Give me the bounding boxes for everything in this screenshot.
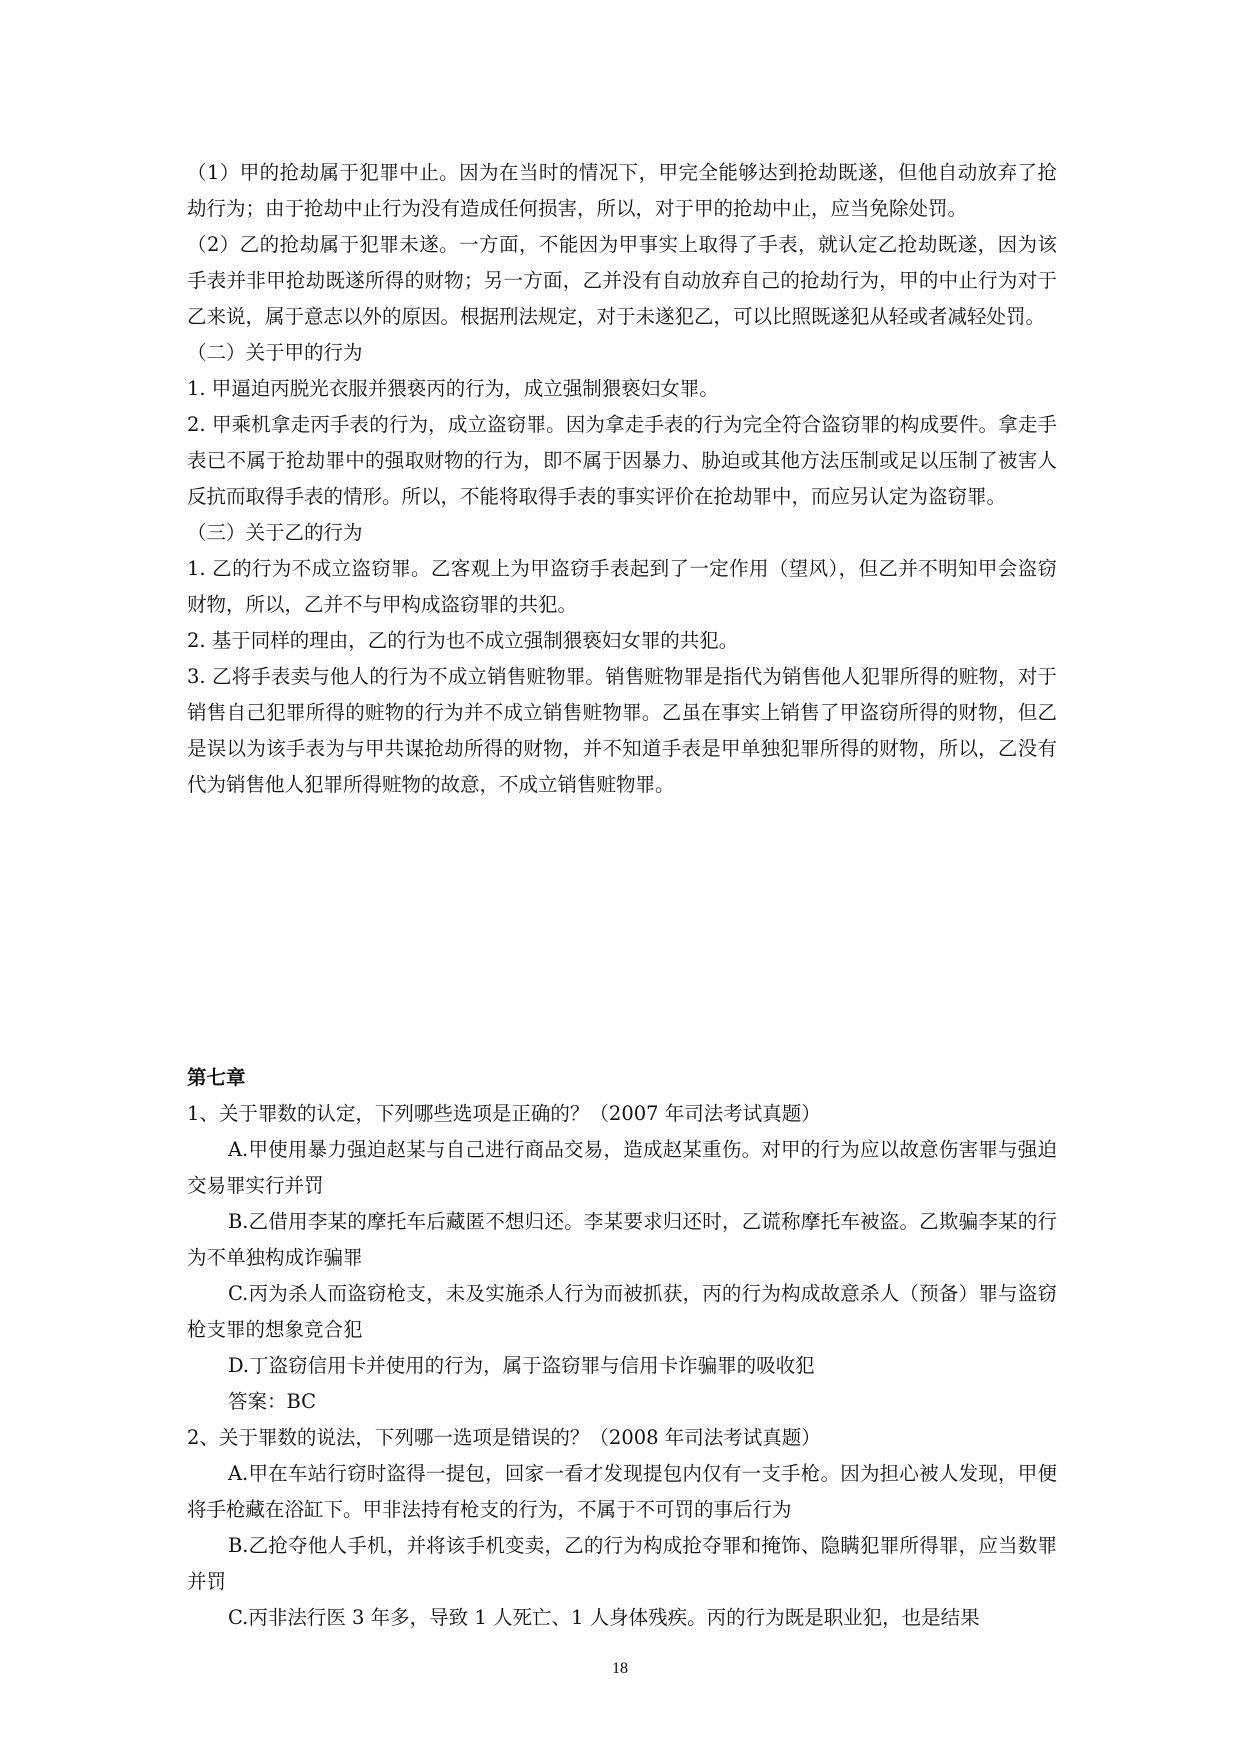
- paragraph: 2. 甲乘机拿走丙手表的行为，成立盗窃罪。因为拿走手表的行为完全符合盗窃罪的构成要件。拿走手表已不属于抢劫罪中的强取财物的行为，即不属于因暴力、胁迫或其他方法压制或足以压制了被害人反抗而取得手表的情形。所以，不能将取得手表的事实评价在抢劫罪中，而应另认定为盗窃罪。: [187, 413, 1057, 508]
- question-option: B.乙抢夺他人手机，并将该手机变卖，乙的行为构成抢夺罪和掩饰、隐瞒犯罪所得罪，应当数罪并罚: [187, 1534, 1057, 1593]
- page-number: 18: [612, 1660, 628, 1677]
- question-option: C.丙为杀人而盗窃枪支，未及实施杀人行为而被抓获，丙的行为构成故意杀人（预备）罪与盗窃枪支罪的想象竞合犯: [187, 1282, 1057, 1341]
- question-option: A.甲使用暴力强迫赵某与自己进行商品交易，造成赵某重伤。对甲的行为应以故意伤害罪与强迫交易罪实行并罚: [187, 1138, 1057, 1197]
- question-option: C.丙非法行医 3 年多，导致 1 人死亡、1 人身体残疾。丙的行为既是职业犯，也是结果: [227, 1606, 980, 1629]
- subheading: （二）关于甲的行为: [187, 341, 363, 364]
- answer-analysis-section: [187, 155, 1057, 803]
- question-option: A.甲在车站行窃时盗得一提包，回家一看才发现提包内仅有一支手枪。因为担心被人发现，甲便将手枪藏在浴缸下。甲非法持有枪支的行为，不属于不可罚的事后行为: [187, 1462, 1057, 1521]
- chapter-title: 第七章: [187, 1066, 246, 1089]
- question-option: D.丁盗窃信用卡并使用的行为，属于盗窃罪与信用卡诈骗罪的吸收犯: [227, 1354, 815, 1377]
- paragraph: （2）乙的抢劫属于犯罪未遂。一方面，不能因为甲事实上取得了手表，就认定乙抢劫既遂，因为该手表并非甲抢劫既遂所得的财物；另一方面，乙并没有自动放弃自己的抢劫行为，甲的中止行为对于乙来说，属于意志以外的原因。根据刑法规定，对于未遂犯乙，可以比照既遂犯从轻或者减轻处罚。: [187, 233, 1057, 328]
- chapter-section: [187, 1060, 1057, 1636]
- question-stem: 1、关于罪数的认定，下列哪些选项是正确的？（2007 年司法考试真题）: [187, 1102, 821, 1125]
- question-stem: 2、关于罪数的说法，下列哪一选项是错误的？（2008 年司法考试真题）: [187, 1426, 821, 1449]
- paragraph: 1. 乙的行为不成立盗窃罪。乙客观上为甲盗窃手表起到了一定作用（望风），但乙并不明知甲会盗窃财物，所以，乙并不与甲构成盗窃罪的共犯。: [187, 557, 1057, 616]
- paragraph: 2. 基于同样的理由，乙的行为也不成立强制猥亵妇女罪的共犯。: [187, 629, 739, 652]
- question-option: B.乙借用李某的摩托车后藏匿不想归还。李某要求归还时，乙谎称摩托车被盗。乙欺骗李某的行为不单独构成诈骗罪: [187, 1210, 1057, 1269]
- answer-text: 答案：BC: [227, 1390, 317, 1413]
- paragraph: 1. 甲逼迫丙脱光衣服并猥亵丙的行为，成立强制猥亵妇女罪。: [187, 377, 719, 400]
- subheading: （三）关于乙的行为: [187, 521, 363, 544]
- paragraph: 3. 乙将手表卖与他人的行为不成立销售赃物罪。销售赃物罪是指代为销售他人犯罪所得的赃物，对于销售自己犯罪所得的赃物的行为并不成立销售赃物罪。乙虽在事实上销售了甲盗窃所得的财物，但乙是误以为该手表为与甲共谋抢劫所得的财物，并不知道手表是甲单独犯罪所得的财物，所以，乙没有代为销售他人犯罪所得赃物的故意，不成立销售赃物罪。: [187, 665, 1057, 796]
- paragraph: （1）甲的抢劫属于犯罪中止。因为在当时的情况下，甲完全能够达到抢劫既遂，但他自动放弃了抢劫行为；由于抢劫中止行为没有造成任何损害，所以，对于甲的抢劫中止，应当免除处罚。: [187, 161, 1057, 220]
